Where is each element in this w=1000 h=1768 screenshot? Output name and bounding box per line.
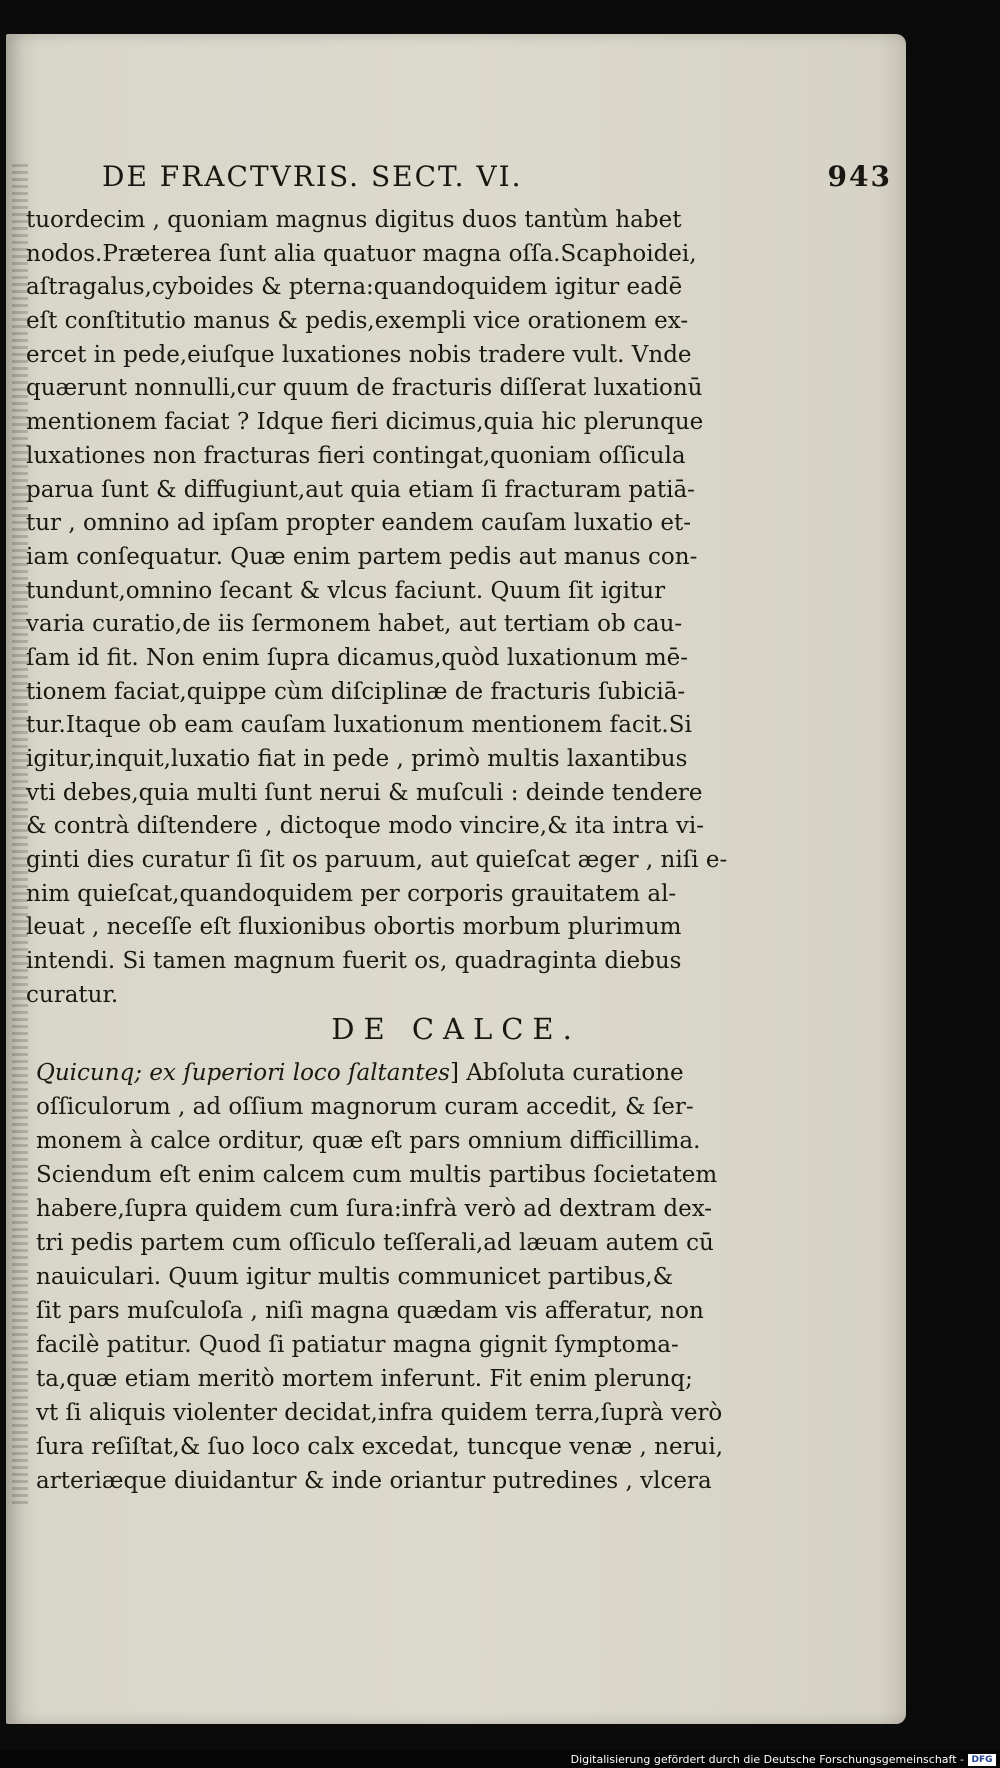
text-line: tur , omnino ad ipſam propter eandem cauſam luxatio et-: [26, 510, 691, 537]
text-line: ginti dies curatur ſi ſit os paruum, aut quieſcat æger , niſi e-: [26, 847, 728, 874]
text-line: nauiculari. Quum igitur multis communicet partibus,&: [36, 1264, 674, 1290]
text-line: tionem faciat,quippe cùm diſciplinæ de fracturis ſubiciā-: [26, 678, 686, 705]
text-line: parua ſunt & diffugiunt,aut quia etiam ſi fracturam patiā-: [26, 476, 695, 503]
running-title: DE FRACTVRIS. SECT. VI.: [102, 160, 523, 193]
text-line: tur.Itaque ob eam cauſam luxationum mentionem facit.Si: [26, 712, 692, 739]
text-line: facilè patitur. Quod ſi patiatur magna gignit ſymptoma-: [36, 1332, 679, 1358]
text-line: vt ſi aliquis violenter decidat,infra quidem terra,ſuprà verò: [36, 1400, 723, 1426]
main-text-block: [26, 204, 896, 1013]
text-line: quærunt nonnulli,cur quum de fracturis diſſerat luxationū: [26, 375, 703, 402]
page-number: 943: [827, 160, 892, 193]
text-line: ercet in pede,eiuſque luxationes nobis tradere vult. Vnde: [26, 341, 692, 368]
text-line: nodos.Præterea ſunt alia quatuor magna oſſa.Scaphoidei,: [26, 240, 697, 267]
text-line: eſt conſtitutio manus & pedis,exempli vice orationem ex-: [26, 308, 689, 335]
text-line: Sciendum eſt enim calcem cum multis partibus ſocietatem: [36, 1162, 718, 1188]
text-line: iam conſequatur. Quæ enim partem pedis aut manus con-: [26, 543, 698, 570]
text-line: igitur,inquit,luxatio fiat in pede , primò multis laxantibus: [26, 746, 688, 772]
text-line: arteriæque diuidantur & inde oriantur putredines , vlcera: [36, 1468, 712, 1494]
text-line: mentionem faciat ? Idque fieri dicimus,quia hic plerunque: [26, 409, 704, 436]
text-line: monem à calce orditur, quæ eſt pars omnium difficillima.: [36, 1128, 701, 1154]
text-line: tundunt,omnino ſecant & vlcus faciunt. Quum ſit igitur: [26, 577, 666, 604]
first-line-rest: ] Abſoluta curatione: [449, 1060, 684, 1086]
digitization-credit: Digitalisierung gefördert durch die Deutsche Forschungsgemeinschaft -: [570, 1753, 964, 1766]
text-line: vti debes,quia multi ſunt nerui & muſculi : deinde tendere: [26, 779, 703, 806]
text-line: luxationes non fracturas fieri contingat,quoniam oſſicula: [26, 442, 686, 469]
text-line: intendi. Si tamen magnum fuerit os, quadraginta diebus: [26, 948, 682, 975]
text-line: ſura reſiſtat,& ſuo loco calx excedat, tuncque venæ , nerui,: [36, 1434, 724, 1460]
text-line: ta,quæ etiam meritò mortem inferunt. Fit enim plerunq;: [36, 1366, 693, 1392]
page-header: [102, 160, 892, 194]
text-line: tuordecim , quoniam magnus digitus duos tantùm habet: [26, 207, 682, 233]
footer-bar: [0, 1750, 1000, 1768]
text-line: aſtragalus,cyboides & pterna:quandoquidem igitur eadē: [26, 274, 683, 301]
text-line: leuat , neceſſe eſt fluxionibus obortis morbum plurimum: [26, 914, 682, 941]
book-page: [6, 34, 906, 1724]
section-heading: DE CALCE.: [331, 1012, 581, 1046]
text-line: habere,ſupra quidem cum ſura:infrà verò ad dextram dex-: [36, 1196, 713, 1222]
text-line: ſam id fit. Non enim ſupra dicamus,quòd luxationum mē-: [26, 644, 689, 671]
section-first-line: [36, 1056, 896, 1090]
text-line: varia curatio,de iis ſermonem habet, aut tertiam ob cau-: [26, 611, 683, 638]
text-line: ſit pars muſculoſa , niſi magna quædam vis afferatur, non: [36, 1298, 704, 1324]
section-text-block: [36, 1056, 896, 1498]
text-line: & contrà diſtendere , dictoque modo vincire,& ita intra vi-: [26, 813, 705, 840]
text-line: curatur.: [26, 981, 119, 1008]
text-line: tri pedis partem cum oſſiculo teſſerali,ad læuam autem cū: [36, 1230, 714, 1256]
dfg-logo-icon: DFG: [968, 1754, 996, 1766]
text-line: nim quieſcat,quandoquidem per corporis grauitatem al-: [26, 880, 677, 907]
text-line: oſſiculorum , ad oſſium magnorum curam accedit, & ſer-: [36, 1094, 694, 1120]
lemma-quote: Quicunq; ex ſuperiori loco ſaltantes: [36, 1060, 450, 1086]
